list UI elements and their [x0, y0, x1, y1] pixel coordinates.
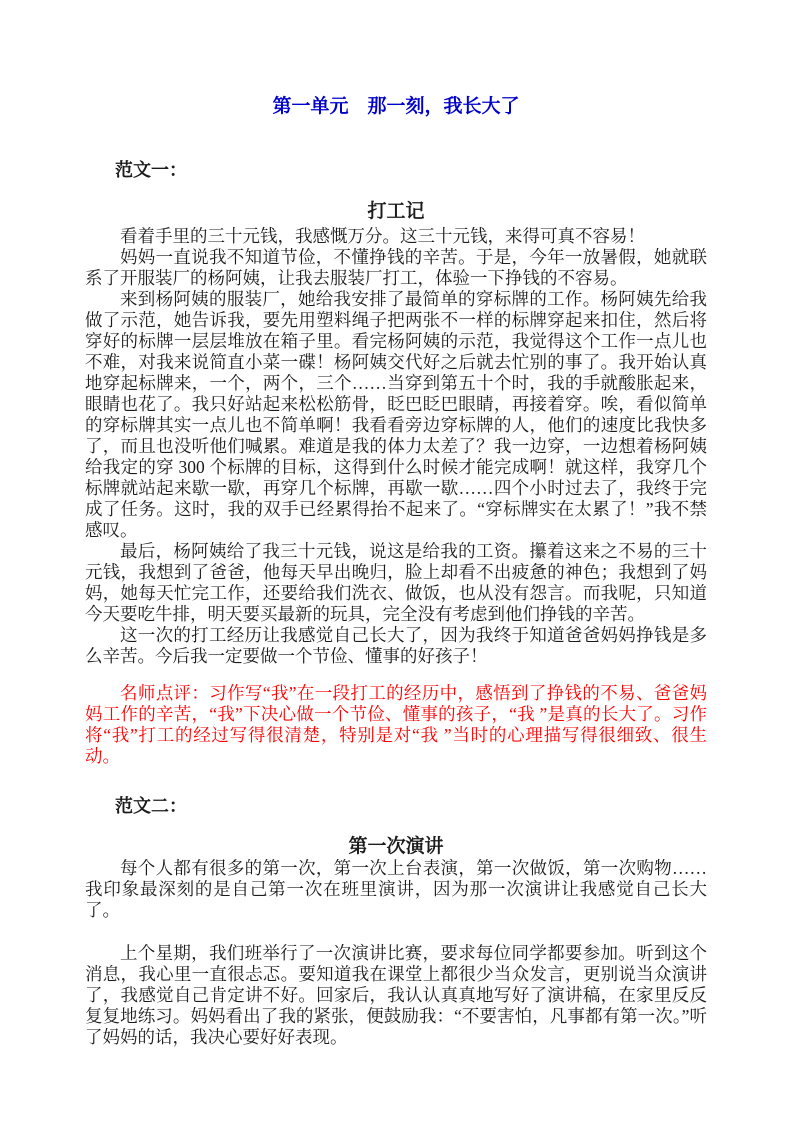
essay-2-label: 范文二：: [115, 796, 187, 816]
unit-title: 第一单元 那一刻，我长大了: [272, 96, 520, 117]
essay-1-paragraph-4: 最后，杨阿姨给了我三十元钱，说这是给我的工资。攥着这来之不易的三十元钱，我想到了爸爸，他每天早出晚归，脸上却看不出疲惫的神色；我想到了妈妈，她每天忙完工作，还要给我们洗衣、做饭，也从没有怨言。而我呢，只知道今天要吃牛排，明天要买最新的玩具，完全没有考虑到他们挣钱的辛苦。: [85, 541, 707, 624]
essay-2-paragraph-1: 每个人都有很多的第一次，第一次上台表演，第一次做饭，第一次购物……我印象最深刻的是自己第一次在班里演讲，因为那一次演讲让我感觉自己长大了。: [85, 858, 707, 920]
essay-2-paragraph-2: 上个星期，我们班举行了一次演讲比赛，要求每位同学都要参加。听到这个消息，我心里一直很忐忑。要知道我在课堂上都很少当众发言，更别说当众演讲了，我感觉自己肯定讲不好。回家后，我认认真真地写好了演讲稿，在家里反反复复地练习。妈妈看出了我的紧张，便鼓励我：“不要害怕，凡事都有第一次。”听了妈妈的话，我决心要好好表现。: [85, 943, 707, 1047]
essay-1-paragraph-5: 这一次的打工经历让我感觉自己长大了，因为我终于知道爸爸妈妈挣钱是多么辛苦。今后我一定要做一个节俭、懂事的好孩子！: [85, 625, 707, 666]
teacher-comment: 名师点评：习作写“我”在一段打工的经历中，感悟到了挣钱的不易、爸爸妈妈工作的辛苦，“我”下决心做一个节俭、懂事的孩子，“我 ”是真的长大了。习作将“我”打工的经过写得很清楚，特别是对“我 ”当时的心理描写得很细致、很生动。: [85, 683, 707, 766]
essay-2-section: [85, 797, 707, 1048]
essay-1-label: 范文一：: [115, 160, 187, 180]
essay-1-paragraph-3: 来到杨阿姨的服装厂，她给我安排了最简单的穿标牌的工作。杨阿姨先给我做了示范，她告诉我，要先用塑料绳子把两张不一样的标牌穿起来扣住，然后将穿好的标牌一层层堆放在箱子里。看完杨阿姨的示范，我觉得这个工作一点儿也不难，对我来说简直小菜一碟！杨阿姨交代好之后就去忙别的事了。我开始认真地穿起标牌来，一个，两个，三个……当穿到第五十个时，我的手就酸胀起来，眼睛也花了。我只好站起来松松筋骨，眨巴眨巴眼睛，再接着穿。唉，看似简单的穿标牌其实一点儿也不简单啊！我看看旁边穿标牌的人，他们的速度比我快多了，而且也没听他们喊累。难道是我的体力太差了？我一边穿，一边想着杨阿姨给我定的穿 300 个标牌的目标，这得到什么时候才能完成啊！就这样，我穿几个标牌就站起来歇一歇，再穿几个标牌，再歇一歇……四个小时过去了，我终于完成了任务。这时，我的双手已经累得抬不起来了。“穿标牌实在太累了！”我不禁感叹。: [85, 289, 707, 540]
essay-1-section: [85, 161, 707, 767]
essay-1-paragraph-2: 妈妈一直说我不知道节俭，不懂挣钱的辛苦。于是，今年一放暑假，她就联系了开服装厂的杨阿姨，让我去服装厂打工，体验一下挣钱的不容易。: [85, 247, 707, 288]
essay-2-title: 第一次演讲: [348, 836, 444, 857]
essay-1-title: 打工记: [367, 201, 425, 222]
essay-1-paragraph-1: 看着手里的三十元钱，我感慨万分。这三十元钱，来得可真不容易！: [120, 226, 645, 246]
